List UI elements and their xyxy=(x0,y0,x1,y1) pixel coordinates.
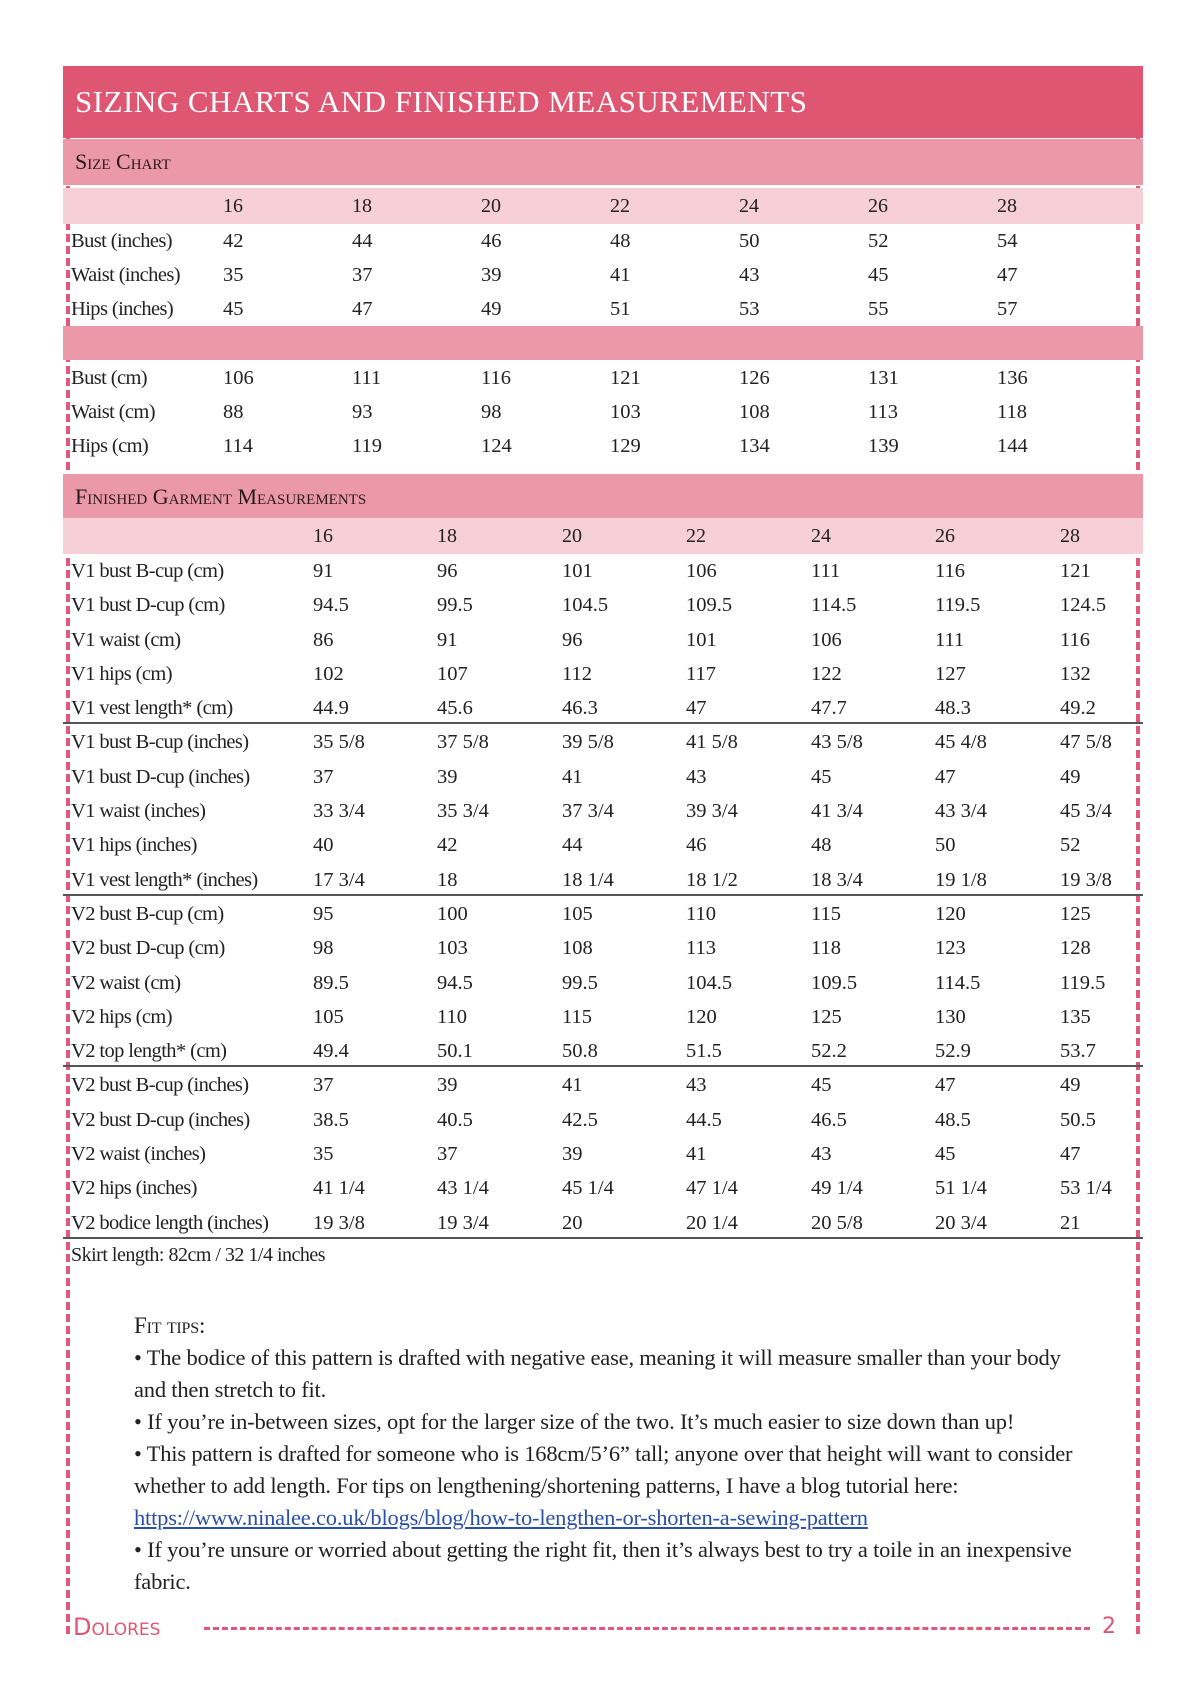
row-label: V1 vest length* (cm) xyxy=(71,697,233,719)
size-header: 18 xyxy=(437,525,457,547)
table-cell: 86 xyxy=(313,629,334,651)
table-cell: 98 xyxy=(481,401,502,423)
table-cell: 49 xyxy=(481,298,502,320)
table-cell: 50 xyxy=(935,834,956,856)
table-cell: 45 1/4 xyxy=(562,1177,614,1199)
row-label: V2 hips (cm) xyxy=(71,1006,172,1028)
table-cell: 18 1/2 xyxy=(686,869,738,891)
table-cell: 35 xyxy=(313,1143,334,1165)
table-cell: 52.2 xyxy=(811,1040,847,1062)
page-title: SIZING CHARTS AND FINISHED MEASUREMENTS xyxy=(63,66,1143,138)
table-cell: 108 xyxy=(739,401,770,423)
table-cell: 122 xyxy=(811,663,842,685)
table-cell: 49 1/4 xyxy=(811,1177,863,1199)
table-cell: 136 xyxy=(997,367,1028,389)
fit-tip: • If you’re unsure or worried about getting the right fit, then it’s always best to try a toile in an inexpensive fabric. xyxy=(134,1537,1072,1594)
table-cell: 45 4/8 xyxy=(935,731,987,753)
table-cell: 111 xyxy=(811,560,841,582)
table-cell: 116 xyxy=(935,560,965,582)
group-separator xyxy=(63,722,1143,724)
table-cell: 43 xyxy=(739,264,760,286)
table-cell: 104.5 xyxy=(686,972,733,994)
table-cell: 37 5/8 xyxy=(437,731,489,753)
table-cell: 126 xyxy=(739,367,770,389)
table-cell: 33 3/4 xyxy=(313,800,365,822)
table-cell: 39 3/4 xyxy=(686,800,738,822)
table-cell: 46.3 xyxy=(562,697,598,719)
table-cell: 44 xyxy=(352,230,373,252)
table-cell: 49.2 xyxy=(1060,697,1096,719)
table-cell: 105 xyxy=(313,1006,344,1028)
table-cell: 52 xyxy=(868,230,889,252)
table-cell: 17 3/4 xyxy=(313,869,365,891)
table-cell: 101 xyxy=(686,629,717,651)
table-cell: 99.5 xyxy=(437,594,473,616)
table-cell: 20 3/4 xyxy=(935,1212,987,1234)
table-row xyxy=(63,429,1143,463)
table-cell: 19 1/8 xyxy=(935,869,987,891)
table-cell: 99.5 xyxy=(562,972,598,994)
table-cell: 49.4 xyxy=(313,1040,349,1062)
size-chart-heading: Size Chart xyxy=(63,139,1143,185)
table-row xyxy=(63,1171,1143,1205)
finished-header-row xyxy=(63,518,1143,554)
table-cell: 53 xyxy=(739,298,760,320)
row-label: V1 bust B-cup (inches) xyxy=(71,731,249,753)
size-header: 20 xyxy=(562,525,582,547)
table-cell: 98 xyxy=(313,937,334,959)
table-cell: 20 xyxy=(562,1212,583,1234)
size-header: 20 xyxy=(481,195,501,217)
fit-tip xyxy=(134,1438,1074,1534)
table-cell: 41 xyxy=(610,264,631,286)
row-label: Bust (inches) xyxy=(71,230,172,252)
table-cell: 37 3/4 xyxy=(562,800,614,822)
row-label: V2 waist (inches) xyxy=(71,1143,206,1165)
table-cell: 115 xyxy=(811,903,841,925)
table-cell: 42 xyxy=(223,230,244,252)
table-cell: 55 xyxy=(868,298,889,320)
table-row xyxy=(63,760,1143,794)
footer-pattern-name: Dolores xyxy=(73,1613,161,1641)
table-cell: 125 xyxy=(811,1006,842,1028)
table-cell: 41 xyxy=(686,1143,707,1165)
table-row xyxy=(63,863,1143,897)
size-header: 22 xyxy=(686,525,706,547)
table-cell: 93 xyxy=(352,401,373,423)
group-separator xyxy=(63,1065,1143,1067)
size-header: 22 xyxy=(610,195,630,217)
table-cell: 35 5/8 xyxy=(313,731,365,753)
table-cell: 48.3 xyxy=(935,697,971,719)
row-label: V2 top length* (cm) xyxy=(71,1040,227,1062)
table-cell: 105 xyxy=(562,903,593,925)
row-label: Hips (inches) xyxy=(71,298,174,320)
row-label: V1 waist (cm) xyxy=(71,629,181,651)
table-cell: 37 xyxy=(352,264,373,286)
table-cell: 43 5/8 xyxy=(811,731,863,753)
size-header: 28 xyxy=(997,195,1017,217)
table-row xyxy=(63,623,1143,657)
table-cell: 121 xyxy=(610,367,641,389)
table-cell: 106 xyxy=(686,560,717,582)
table-cell: 53.7 xyxy=(1060,1040,1096,1062)
table-cell: 104.5 xyxy=(562,594,609,616)
table-cell: 41 5/8 xyxy=(686,731,738,753)
table-cell: 109.5 xyxy=(811,972,858,994)
table-cell: 102 xyxy=(313,663,344,685)
footer-dashed-line xyxy=(204,1627,1090,1630)
table-cell: 19 3/8 xyxy=(313,1212,365,1234)
table-cell: 50.5 xyxy=(1060,1109,1096,1131)
table-cell: 35 xyxy=(223,264,244,286)
table-cell: 44.5 xyxy=(686,1109,722,1131)
table-cell: 47 xyxy=(1060,1143,1081,1165)
table-cell: 50.8 xyxy=(562,1040,598,1062)
table-cell: 41 xyxy=(562,766,583,788)
size-header: 24 xyxy=(739,195,759,217)
table-cell: 53 1/4 xyxy=(1060,1177,1112,1199)
row-label: V2 bodice length (inches) xyxy=(71,1212,269,1234)
table-cell: 113 xyxy=(868,401,898,423)
table-cell: 114.5 xyxy=(811,594,857,616)
table-cell: 39 xyxy=(437,766,458,788)
table-cell: 131 xyxy=(868,367,899,389)
table-cell: 51 1/4 xyxy=(935,1177,987,1199)
table-row xyxy=(63,931,1143,965)
row-label: V1 hips (cm) xyxy=(71,663,172,685)
table-cell: 128 xyxy=(1060,937,1091,959)
row-label: V2 bust B-cup (cm) xyxy=(71,903,224,925)
table-cell: 51.5 xyxy=(686,1040,722,1062)
table-cell: 117 xyxy=(686,663,716,685)
row-label: V2 bust D-cup (cm) xyxy=(71,937,225,959)
table-cell: 42.5 xyxy=(562,1109,598,1131)
table-cell: 103 xyxy=(610,401,641,423)
table-cell: 43 xyxy=(686,1074,707,1096)
table-cell: 108 xyxy=(562,937,593,959)
table-cell: 54 xyxy=(997,230,1018,252)
table-cell: 18 1/4 xyxy=(562,869,614,891)
table-cell: 39 xyxy=(437,1074,458,1096)
table-cell: 96 xyxy=(562,629,583,651)
table-cell: 119.5 xyxy=(935,594,981,616)
table-cell: 48 xyxy=(610,230,631,252)
table-cell: 106 xyxy=(223,367,254,389)
table-cell: 52 xyxy=(1060,834,1081,856)
table-cell: 112 xyxy=(562,663,592,685)
table-cell: 91 xyxy=(313,560,334,582)
finished-measurements-heading: Finished Garment Measurements xyxy=(63,474,1143,520)
row-label: Waist (inches) xyxy=(71,264,180,286)
table-cell: 41 1/4 xyxy=(313,1177,365,1199)
table-cell: 120 xyxy=(686,1006,717,1028)
table-cell: 43 1/4 xyxy=(437,1177,489,1199)
size-header: 16 xyxy=(313,525,333,547)
table-cell: 38.5 xyxy=(313,1109,349,1131)
table-cell: 45 xyxy=(868,264,889,286)
table-cell: 19 3/4 xyxy=(437,1212,489,1234)
table-cell: 118 xyxy=(811,937,841,959)
table-cell: 123 xyxy=(935,937,966,959)
table-cell: 111 xyxy=(935,629,965,651)
table-row xyxy=(63,725,1143,759)
row-label: Waist (cm) xyxy=(71,401,155,423)
table-cell: 48.5 xyxy=(935,1109,971,1131)
table-cell: 107 xyxy=(437,663,468,685)
group-separator xyxy=(63,1237,1143,1239)
table-row xyxy=(63,292,1143,326)
table-cell: 116 xyxy=(1060,629,1090,651)
row-label: V2 bust D-cup (inches) xyxy=(71,1109,250,1131)
table-cell: 19 3/8 xyxy=(1060,869,1112,891)
page-number: 2 xyxy=(1102,1614,1116,1639)
table-cell: 21 xyxy=(1060,1212,1081,1234)
table-cell: 119.5 xyxy=(1060,972,1106,994)
row-label: V2 bust B-cup (inches) xyxy=(71,1074,249,1096)
table-cell: 39 5/8 xyxy=(562,731,614,753)
table-row xyxy=(63,691,1143,725)
table-row xyxy=(63,1137,1143,1171)
table-row xyxy=(63,1000,1143,1034)
row-label: Hips (cm) xyxy=(71,435,149,457)
size-header: 28 xyxy=(1060,525,1080,547)
fit-tip-text: • This pattern is drafted for someone who is 168cm/5’6” tall; anyone over that height will want to consider whether to add length. For tips on lengthening/shortening patterns, I have a blog tutorial here: xyxy=(134,1441,1073,1498)
table-cell: 47.7 xyxy=(811,697,847,719)
table-cell: 47 5/8 xyxy=(1060,731,1112,753)
table-cell: 57 xyxy=(997,298,1018,320)
table-cell: 116 xyxy=(481,367,511,389)
table-cell: 45 xyxy=(223,298,244,320)
table-row xyxy=(63,1206,1143,1240)
table-cell: 50 xyxy=(739,230,760,252)
table-cell: 43 xyxy=(686,766,707,788)
table-cell: 45 xyxy=(811,766,832,788)
table-cell: 47 xyxy=(997,264,1018,286)
size-header: 24 xyxy=(811,525,831,547)
table-row xyxy=(63,897,1143,931)
table-cell: 49 xyxy=(1060,766,1081,788)
table-cell: 129 xyxy=(610,435,641,457)
table-cell: 113 xyxy=(686,937,716,959)
table-cell: 100 xyxy=(437,903,468,925)
table-cell: 46 xyxy=(481,230,502,252)
table-cell: 37 xyxy=(313,1074,334,1096)
table-cell: 115 xyxy=(562,1006,592,1028)
size-header: 16 xyxy=(223,195,243,217)
table-cell: 46 xyxy=(686,834,707,856)
table-cell: 144 xyxy=(997,435,1028,457)
size-chart-divider-bar xyxy=(63,326,1143,360)
table-cell: 49 xyxy=(1060,1074,1081,1096)
table-row xyxy=(63,395,1143,429)
table-cell: 135 xyxy=(1060,1006,1091,1028)
size-header: 26 xyxy=(935,525,955,547)
table-cell: 88 xyxy=(223,401,244,423)
table-row xyxy=(63,966,1143,1000)
table-cell: 124.5 xyxy=(1060,594,1107,616)
size-header: 26 xyxy=(868,195,888,217)
table-cell: 18 xyxy=(437,869,458,891)
table-cell: 45 xyxy=(935,1143,956,1165)
table-row xyxy=(63,828,1143,862)
fit-tips-heading: Fit tips: xyxy=(134,1313,206,1338)
table-cell: 44 xyxy=(562,834,583,856)
row-label: V1 bust D-cup (inches) xyxy=(71,766,250,788)
size-header: 18 xyxy=(352,195,372,217)
table-cell: 125 xyxy=(1060,903,1091,925)
table-cell: 45 xyxy=(811,1074,832,1096)
table-cell: 45.6 xyxy=(437,697,473,719)
table-cell: 35 3/4 xyxy=(437,800,489,822)
table-cell: 111 xyxy=(352,367,382,389)
table-cell: 103 xyxy=(437,937,468,959)
table-cell: 91 xyxy=(437,629,458,651)
table-cell: 120 xyxy=(935,903,966,925)
table-row xyxy=(63,1103,1143,1137)
table-cell: 47 1/4 xyxy=(686,1177,738,1199)
table-row xyxy=(63,657,1143,691)
table-cell: 114 xyxy=(223,435,253,457)
table-cell: 127 xyxy=(935,663,966,685)
table-cell: 139 xyxy=(868,435,899,457)
row-label: Bust (cm) xyxy=(71,367,148,389)
table-cell: 95 xyxy=(313,903,334,925)
table-cell: 18 3/4 xyxy=(811,869,863,891)
row-label: V2 waist (cm) xyxy=(71,972,181,994)
table-cell: 46.5 xyxy=(811,1109,847,1131)
row-label: V1 vest length* (inches) xyxy=(71,869,258,891)
table-cell: 41 xyxy=(562,1074,583,1096)
blog-tutorial-link[interactable]: https://www.ninalee.co.uk/blogs/blog/how-to-lengthen-or-shorten-a-sewing-pattern xyxy=(134,1505,868,1530)
table-cell: 40 xyxy=(313,834,334,856)
table-cell: 94.5 xyxy=(437,972,473,994)
table-row xyxy=(63,361,1143,395)
table-cell: 45 3/4 xyxy=(1060,800,1112,822)
fit-tip: • If you’re in-between sizes, opt for the larger size of the two. It’s much easier to size down than up! xyxy=(134,1409,1015,1434)
row-label: V2 hips (inches) xyxy=(71,1177,197,1199)
table-row xyxy=(63,554,1143,588)
table-row xyxy=(63,1068,1143,1102)
table-cell: 101 xyxy=(562,560,593,582)
table-cell: 44.9 xyxy=(313,697,349,719)
table-cell: 47 xyxy=(686,697,707,719)
table-cell: 89.5 xyxy=(313,972,349,994)
table-cell: 20 5/8 xyxy=(811,1212,863,1234)
table-cell: 20 1/4 xyxy=(686,1212,738,1234)
table-cell: 50.1 xyxy=(437,1040,473,1062)
table-cell: 130 xyxy=(935,1006,966,1028)
table-cell: 52.9 xyxy=(935,1040,971,1062)
table-cell: 110 xyxy=(686,903,716,925)
table-row xyxy=(63,258,1143,292)
skirt-length-note: Skirt length: 82cm / 32 1/4 inches xyxy=(71,1244,326,1266)
row-label: V1 waist (inches) xyxy=(71,800,206,822)
table-cell: 132 xyxy=(1060,663,1091,685)
row-label: V1 bust B-cup (cm) xyxy=(71,560,224,582)
table-cell: 114.5 xyxy=(935,972,981,994)
table-row xyxy=(63,224,1143,258)
table-cell: 41 3/4 xyxy=(811,800,863,822)
table-cell: 119 xyxy=(352,435,382,457)
table-cell: 37 xyxy=(313,766,334,788)
fit-tip: • The bodice of this pattern is drafted with negative ease, meaning it will measure smaller than your body and then stretch to fit. xyxy=(134,1345,1061,1402)
table-cell: 121 xyxy=(1060,560,1091,582)
table-cell: 43 xyxy=(811,1143,832,1165)
group-separator xyxy=(63,894,1143,896)
table-row xyxy=(63,1034,1143,1068)
table-row xyxy=(63,794,1143,828)
table-cell: 37 xyxy=(437,1143,458,1165)
table-cell: 39 xyxy=(481,264,502,286)
table-cell: 134 xyxy=(739,435,770,457)
table-cell: 110 xyxy=(437,1006,467,1028)
table-cell: 39 xyxy=(562,1143,583,1165)
table-cell: 43 3/4 xyxy=(935,800,987,822)
table-cell: 124 xyxy=(481,435,512,457)
table-cell: 94.5 xyxy=(313,594,349,616)
fit-tips xyxy=(134,1310,1074,1598)
row-label: V1 hips (inches) xyxy=(71,834,197,856)
table-cell: 40.5 xyxy=(437,1109,473,1131)
table-cell: 96 xyxy=(437,560,458,582)
table-cell: 47 xyxy=(935,766,956,788)
row-label: V1 bust D-cup (cm) xyxy=(71,594,225,616)
table-row xyxy=(63,588,1143,622)
size-chart-header-row xyxy=(63,188,1143,224)
table-cell: 106 xyxy=(811,629,842,651)
table-cell: 109.5 xyxy=(686,594,733,616)
table-cell: 48 xyxy=(811,834,832,856)
table-cell: 47 xyxy=(352,298,373,320)
table-cell: 42 xyxy=(437,834,458,856)
table-cell: 47 xyxy=(935,1074,956,1096)
table-cell: 51 xyxy=(610,298,631,320)
table-cell: 118 xyxy=(997,401,1027,423)
